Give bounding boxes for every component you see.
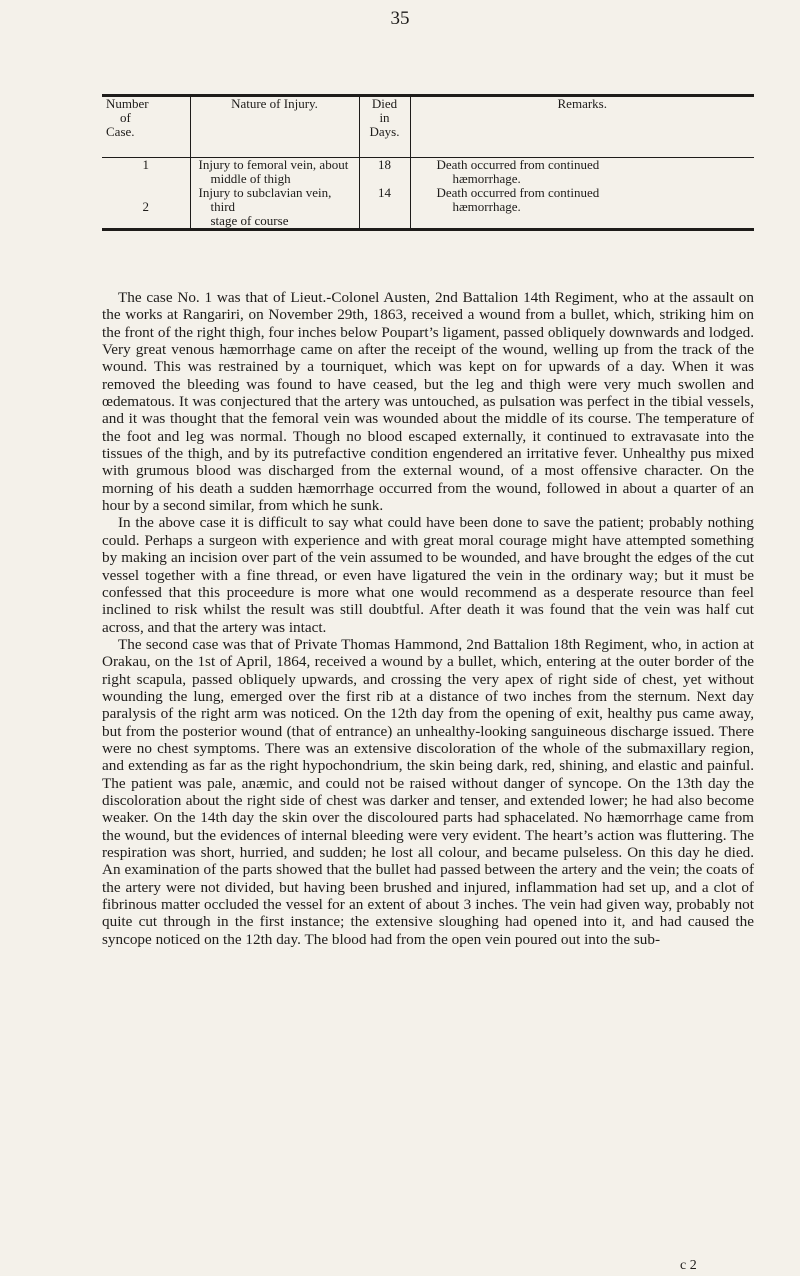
case-number: 1 (142, 157, 149, 172)
remarks-line: Death occurred from continued (436, 157, 600, 172)
header-remarks: Remarks. (557, 96, 607, 111)
header-died-line2: in (379, 110, 390, 125)
nature-entry (199, 158, 359, 186)
header-died-line1: Died (371, 96, 398, 111)
paragraph: The case No. 1 was that of Lieut.-Colonel Austen, 2nd Battalion 14th Regiment, who at the assault on the works at Rangariri, on November 29th, 1863, received a wound from a bullet, which, striking him on the front of the right thigh, four inches below Poupart’s ligament, passed obliquely downwards and lodged. Very great venous hæmorrhage came on after the receipt of the wound, welling up from the track of the wound. This was restrained by a tourniquet, which was kept on for upwards of a day. When it was removed the bleeding was found to have ceased, but the leg and thigh were very much swollen and œdematous. It was conjectured that the artery was untouched, as pulsation was perfect in the tibial vessels, and it was thought that the femoral vein was wounded about the middle of its course. The temperature of the foot and leg was normal. Though no blood escaped externally, it continued to extravasate into the tissues of the thigh, and by its putrefactive condition engendered an irritative fever. Unhealthy pus mixed with grumous blood was discharged from the external wound, of a most offensive character. On the morning of his death a sudden hæmorrhage occurred from the wound, followed in about a quarter of an hour by a second similar, from which he sunk. (102, 289, 754, 515)
table-bottom-rule (102, 228, 754, 231)
page-number: 35 (390, 8, 410, 29)
case-numbers-cell (102, 158, 190, 228)
signature-mark: c 2 (680, 1258, 697, 1273)
table-header-row (102, 97, 754, 157)
remarks-line: hæmorrhage. (452, 171, 521, 186)
case-number: 2 (142, 199, 149, 214)
header-number-line2: of (120, 110, 131, 125)
injury-table (102, 94, 754, 231)
days-value: 18 (378, 157, 391, 172)
remarks-entry (437, 186, 755, 214)
table-body (102, 158, 754, 228)
nature-cell (190, 158, 359, 228)
header-nature-of-injury: Nature of Injury. (190, 97, 359, 157)
nature-line: middle of thigh (210, 171, 291, 186)
nature-entry (198, 185, 359, 228)
paragraph: In the above case it is difficult to say what could have been done to save the patient; probably nothing could. Perhaps a surgeon with experience and with great moral courage might have attempted something by making an incision over part of the vein assumed to be wounded, and have brought the edges of the cut vessel together with a fine thread, or even have ligatured the vein in the ordinary way; but it must be confessed that this proceedure is more what one would recommend as a desperate resource than feel inclined to risk whilst the result was still doubtful. After death it was found that the vein was half cut across, and that the artery was intact. (102, 514, 754, 636)
days-cell (359, 158, 410, 228)
nature-line: stage of course (210, 213, 289, 228)
header-number-line1: Number (106, 96, 149, 111)
header-number-line3: Case. (106, 124, 135, 139)
nature-line: Injury to subclavian vein, third (198, 185, 332, 214)
paragraph: The second case was that of Private Thomas Hammond, 2nd Battalion 18th Regiment, who, in action at Orakau, on the 1st of April, 1864, received a wound by a bullet, which, entering at the outer border of the right scapula, passed obliquely upwards, and crossing the very apex of right side of chest, yet without wounding the lung, emerged over the first rib at a distance of two inches from the sternum. Next day paralysis of the right arm was noticed. On the 12th day from the opening of exit, healthy pus came away, but from the posterior wound (that of entrance) an unhealthy-looking sanguineous discharge issued. There were no chest symptoms. There was an extensive discoloration of the whole of the submaxillary region, and extending as far as the right hypochondrium, the skin being dark, red, shining, and elastic and painful. The patient was pale, anæmic, and could not be raised without danger of syncope. On the 13th day the discoloration about the right side of chest was darker and tenser, and extended lower; he had also become weaker. On the 14th day the skin over the discoloured parts had sphacelated. No hæmorrhage came from the wound, but the evidences of internal bleeding were very evident. The heart’s action was fluttering. The respiration was short, hurried, and sudden; he lost all colour, and became pulseless. On this day he died. An examination of the parts showed that the bullet had passed between the artery and the vein; the coats of the artery were not divided, but having been brushed and injured, inflammation had set up, and a clot of fibrinous matter occluded the vessel for an extent of about 3 inches. The vein had given way, probably not quite cut through in the first instance; the extensive sloughing had opened into it, and had caused the syncope noticed on the 12th day. The blood had from the open vein poured out into the sub- (102, 635, 754, 948)
remarks-entry (437, 158, 755, 186)
days-value: 14 (378, 185, 391, 200)
header-died-line3: Days. (369, 124, 400, 139)
body-text (102, 289, 754, 948)
remarks-line: Death occurred from continued (436, 185, 600, 200)
header-number-of-case (102, 97, 190, 157)
remarks-line: hæmorrhage. (452, 199, 521, 214)
remarks-cell (410, 158, 754, 228)
header-died-in-days (359, 97, 410, 157)
nature-line: Injury to femoral vein, about (198, 157, 349, 172)
